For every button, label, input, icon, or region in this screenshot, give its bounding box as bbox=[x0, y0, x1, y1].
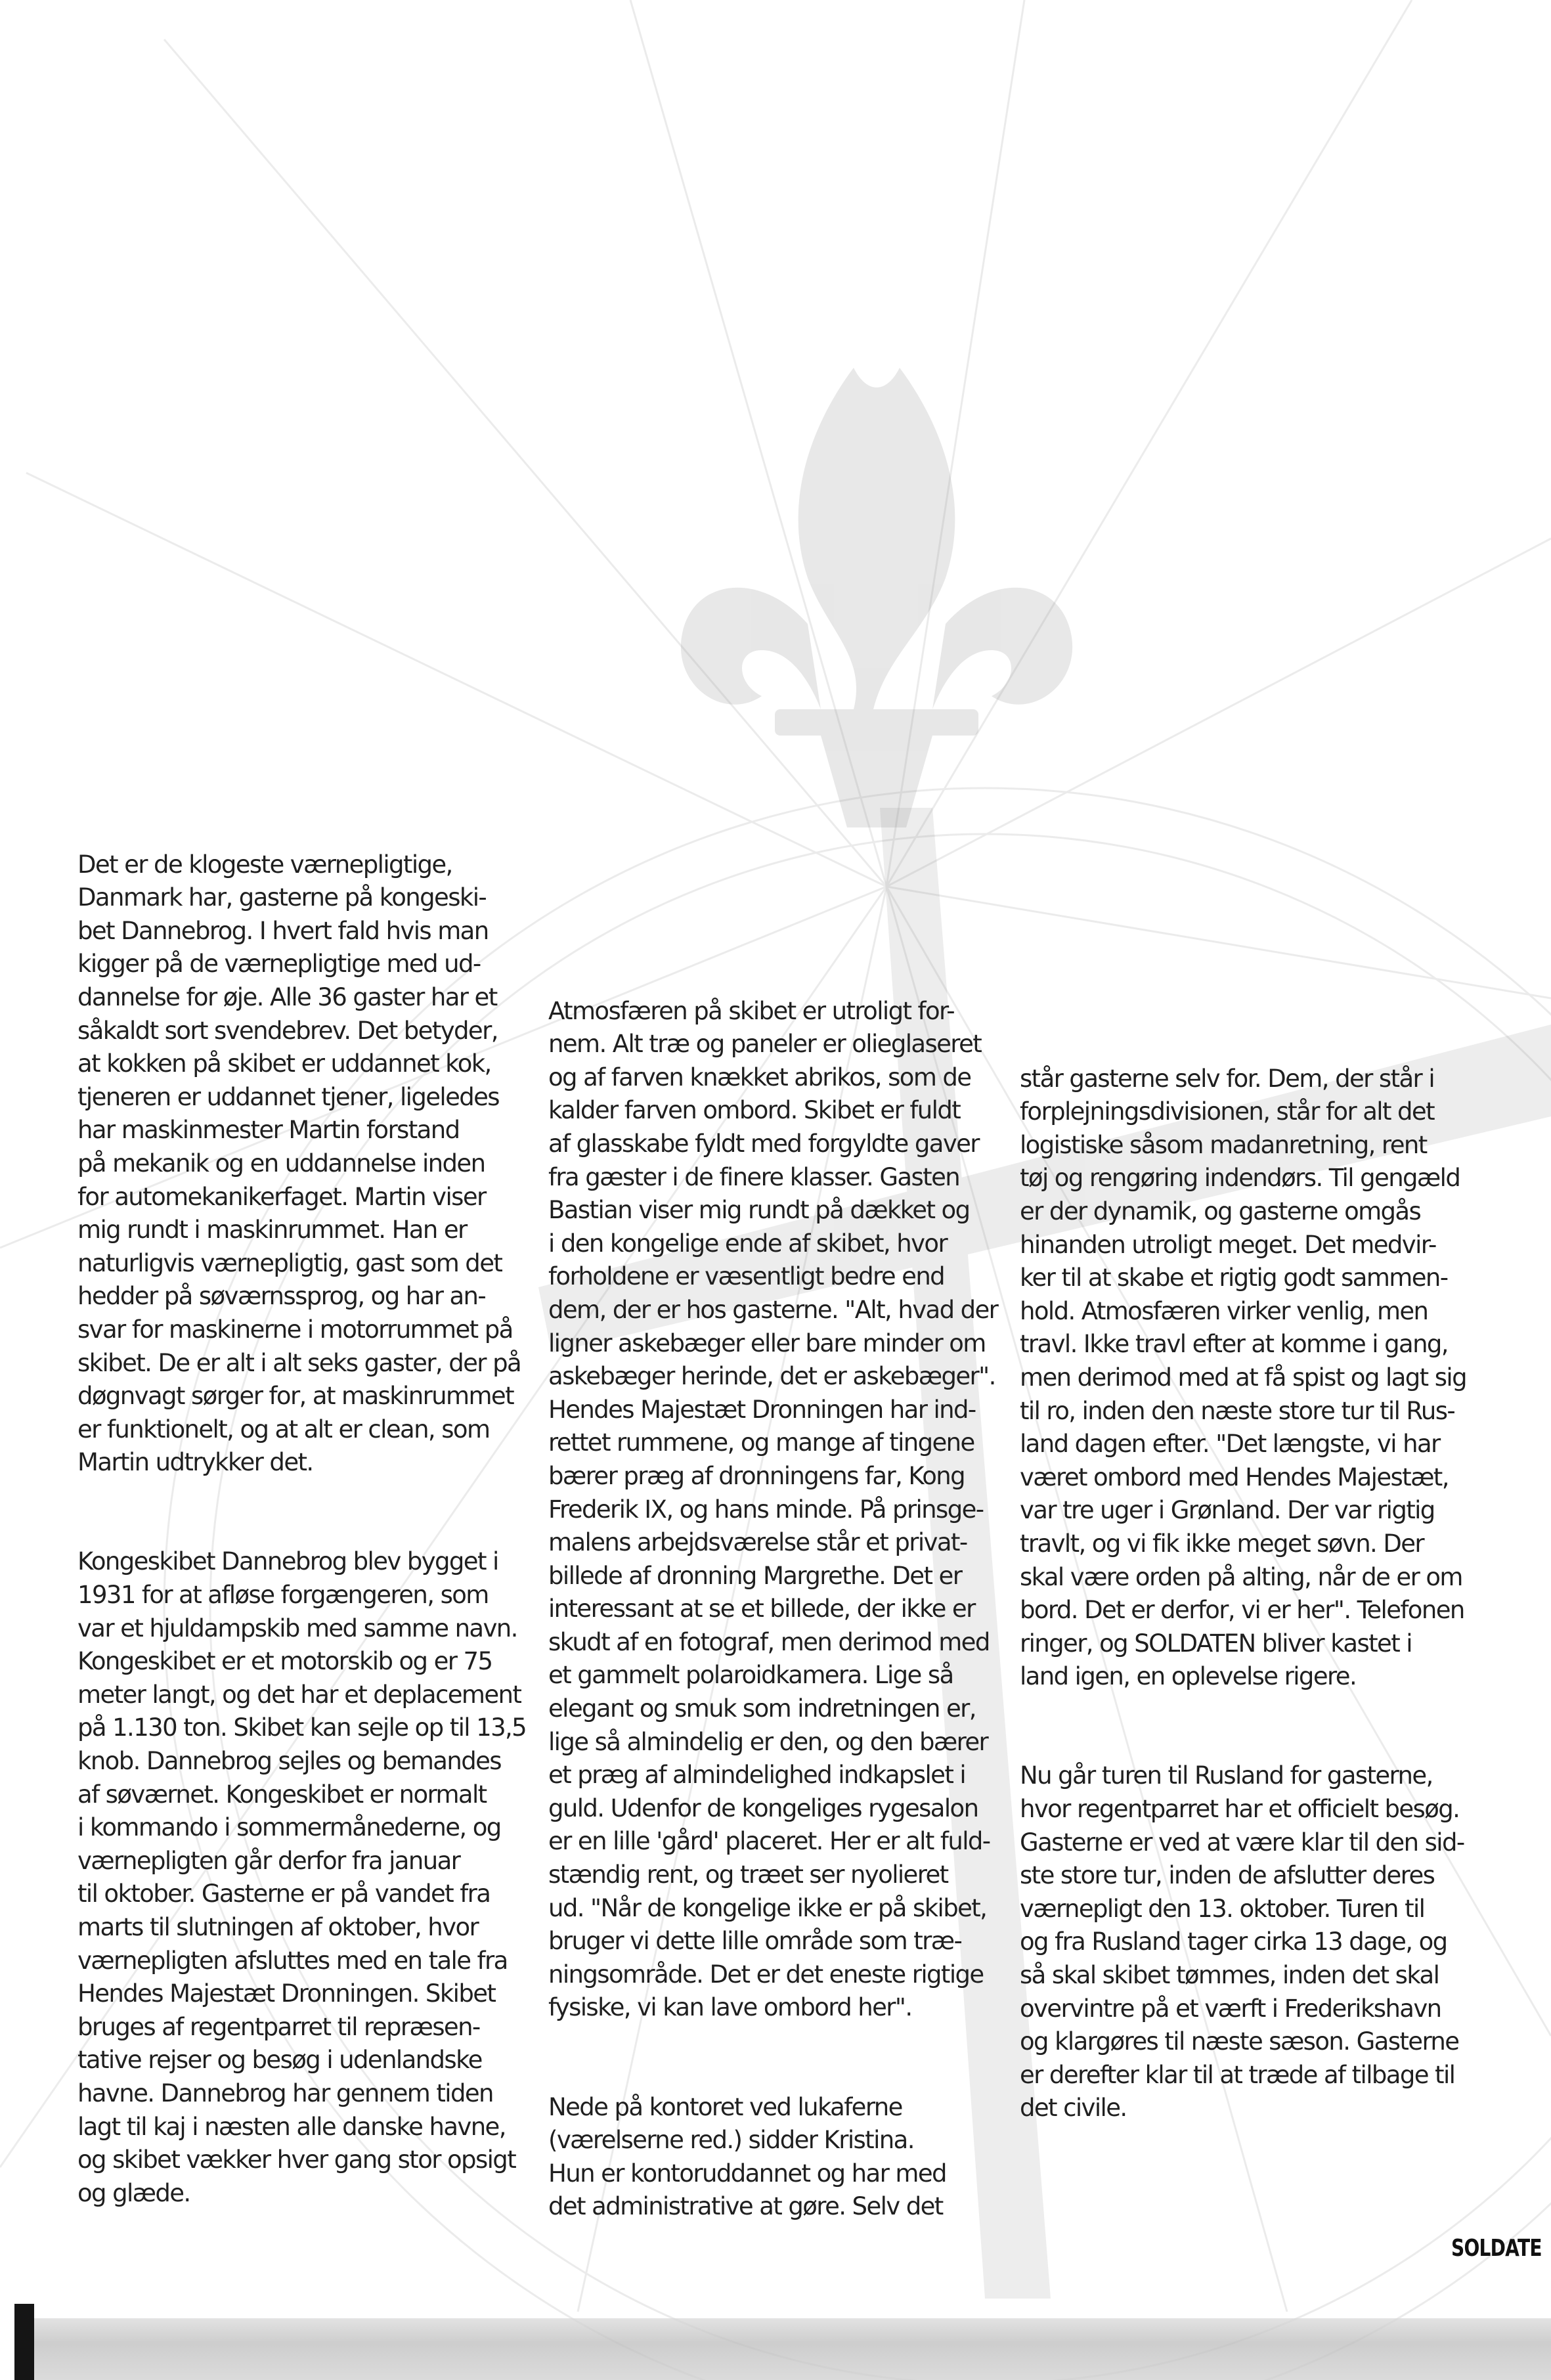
paragraph: Kongeskibet Dannebrog blev bygget i 1931 for at afløse forgængeren, som var et hjuldampskib med samme navn. Kongeskibet er et motorskib og er 75 meter langt, og det har et deplacement på 1.130 ton. Skibet kan sejle op til 13,5 knob. Dannebrog sejles og bemandes af søværnet. Kongeskibet er normalt i kommando i sommermånederne, og værnepligten går derfor fra januar til oktober. Gasterne er på vandet fra marts til slutningen af oktober, hvor værnepligten afsluttes med en tale fra Hendes Majestæt Dronningen. Skibet bruges af regentparret til repræsen- tative rejser og besøg i udenlandske havne. Dannebrog har gennem tiden lagt til kaj i næsten alle danske havne, og skibet vækker hver gang stor opsigt og glæde. bbox=[77, 1547, 527, 2207]
article-column-2 bbox=[548, 961, 1008, 2257]
article-column-1 bbox=[77, 815, 550, 2243]
article-column-3 bbox=[1020, 1029, 1479, 2159]
page-edge-bar bbox=[14, 2304, 34, 2380]
paragraph: Nede på kontoret ved lukaferne (værelserne red.) sidder Kristina. Hun er kontoruddannet og har med det administrative at gøre. Selv det bbox=[548, 2092, 946, 2221]
magazine-brand: SOLDATE bbox=[1451, 2235, 1542, 2262]
paragraph: står gasterne selv for. Dem, der står i forplejningsdivisionen, står for alt det logistiske såsom madanretning, rent tøj og rengøring indendørs. Til gengæld er der dynamik, og gasterne omgås hinanden utroligt meget. Det medvir- ker til at skabe et rigtig godt sammen- hold. Atmosfæren virker venlig, men travl. Ikke travl efter at komme i gang, men derimod med at få spist og lagt sig til ro, inden den næste store tur til Rus- land dagen efter. "Det længste, vi har været ombord med Hendes Majestæt, var tre uger i Grønland. Der var rigtig travlt, og vi fik ikke meget søvn. Der skal være orden på alting, når de er om bord. Det er derfor, vi er her". Telefonen ringer, og SOLDATEN bliver kastet i land igen, en oplevelse rigere. bbox=[1020, 1064, 1466, 1691]
bottom-band bbox=[34, 2318, 1551, 2380]
paragraph: Atmosfæren på skibet er utroligt for- nem. Alt træ og paneler er olieglaseret og af farven knækket abrikos, som de kalder farven ombord. Skibet er fuldt af glasskabe fyldt med forgyldte gaver fra gæster i de finere klasser. Gasten Bastian viser mig rundt på dækket og i den kongelige ende af skibet, hvor forholdene er væsentligt bedre end dem, der er hos gasterne. "Alt, hvad der ligner askebæger eller bare minder om askebæger herinde, det er askebæger". Hendes Majestæt Dronningen har ind- rettet rummene, og mange af tingene bærer præg af dronningens far, Kong Frederik IX, og hans minde. På prinsge- malens arbejdsværelse står et privat- billede af dronning Margrethe. Det er interessant at se et billede, der ikke er skudt af en fotograf, men derimod med et gammelt polaroidkamera. Lige så elegant og smuk som indretningen er, lige så almindelig er den, og den bærer et præg af almindelighed indkapslet i guld. Udenfor de kongeliges rygesalon er en lille 'gård' placeret. Her er alt fuld- stændig rent, og træet ser nyolieret ud. "Når de kongelige ikke er på skibet, bruger vi dette lille område som træ- ningsområde. Det er det eneste rigtige fysiske, vi kan lave ombord her". bbox=[548, 996, 998, 2022]
paragraph: Det er de klogeste værnepligtige, Danmark har, gasterne på kongeski- bet Dannebrog. I hvert fald hvis man kigger på de værnepligtige med ud- dannelse for øje. Alle 36 gaster har et såkaldt sort svendebrev. Det betyder, at kokken på skibet er uddannet kok, tjeneren er uddannet tjener, ligeledes har maskinmester Martin forstand på mekanik og en uddannelse inden for automekanikerfaget. Martin viser mig rundt i maskinrummet. Han er naturligvis værnepligtig, gast som det hedder på søværnssprog, og har an- svar for maskinerne i motorrummet på skibet. De er alt i alt seks gaster, der på døgnvagt sørger for, at maskinrummet er funktionelt, og at alt er clean, som Martin udtrykker det. bbox=[77, 850, 521, 1477]
paragraph: Nu går turen til Rusland for gasterne, hvor regentparret har et officielt besøg. Gasterne er ved at være klar til den sid- ste store tur, inden de afslutter deres værnepligt den 13. oktober. Turen til og fra Rusland tager cirka 13 dage, og så skal skibet tømmes, inden det skal overvintre på et værft i Frederikshavn og klargøres til næste sæson. Gasterne er derefter klar til at træde af tilbage til det civile. bbox=[1020, 1761, 1464, 2123]
fleur-de-lis-icon bbox=[681, 368, 1072, 827]
